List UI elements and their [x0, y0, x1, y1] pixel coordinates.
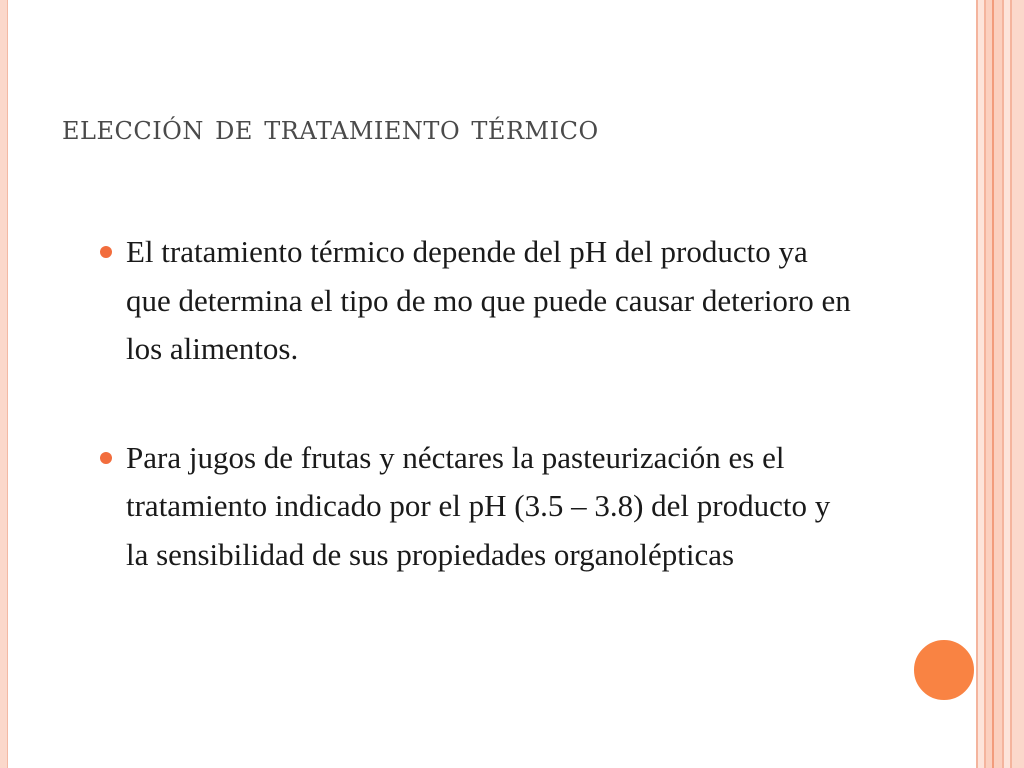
bullet-item — [100, 228, 860, 374]
bullet-dot-icon — [100, 246, 112, 258]
bullet-dot-icon — [100, 452, 112, 464]
bullet-text: Para jugos de frutas y néctares la pasteurización es el tratamiento indicado por el pH (3.5 – 3.8) del producto y la sensibilidad de sus propiedades organolépticas — [126, 439, 831, 572]
orange-circle-decoration — [912, 638, 976, 702]
left-border-decoration — [0, 0, 8, 768]
slide-title: elección de tratamiento térmico — [62, 108, 599, 148]
bullet-item — [100, 434, 860, 580]
right-border-stripe — [994, 0, 1002, 768]
right-border-stripe — [1012, 0, 1024, 768]
bullet-list — [100, 228, 860, 579]
bullet-text: El tratamiento térmico depende del pH del producto ya que determina el tipo de mo que puede causar deterioro en los alimentos. — [126, 234, 851, 366]
